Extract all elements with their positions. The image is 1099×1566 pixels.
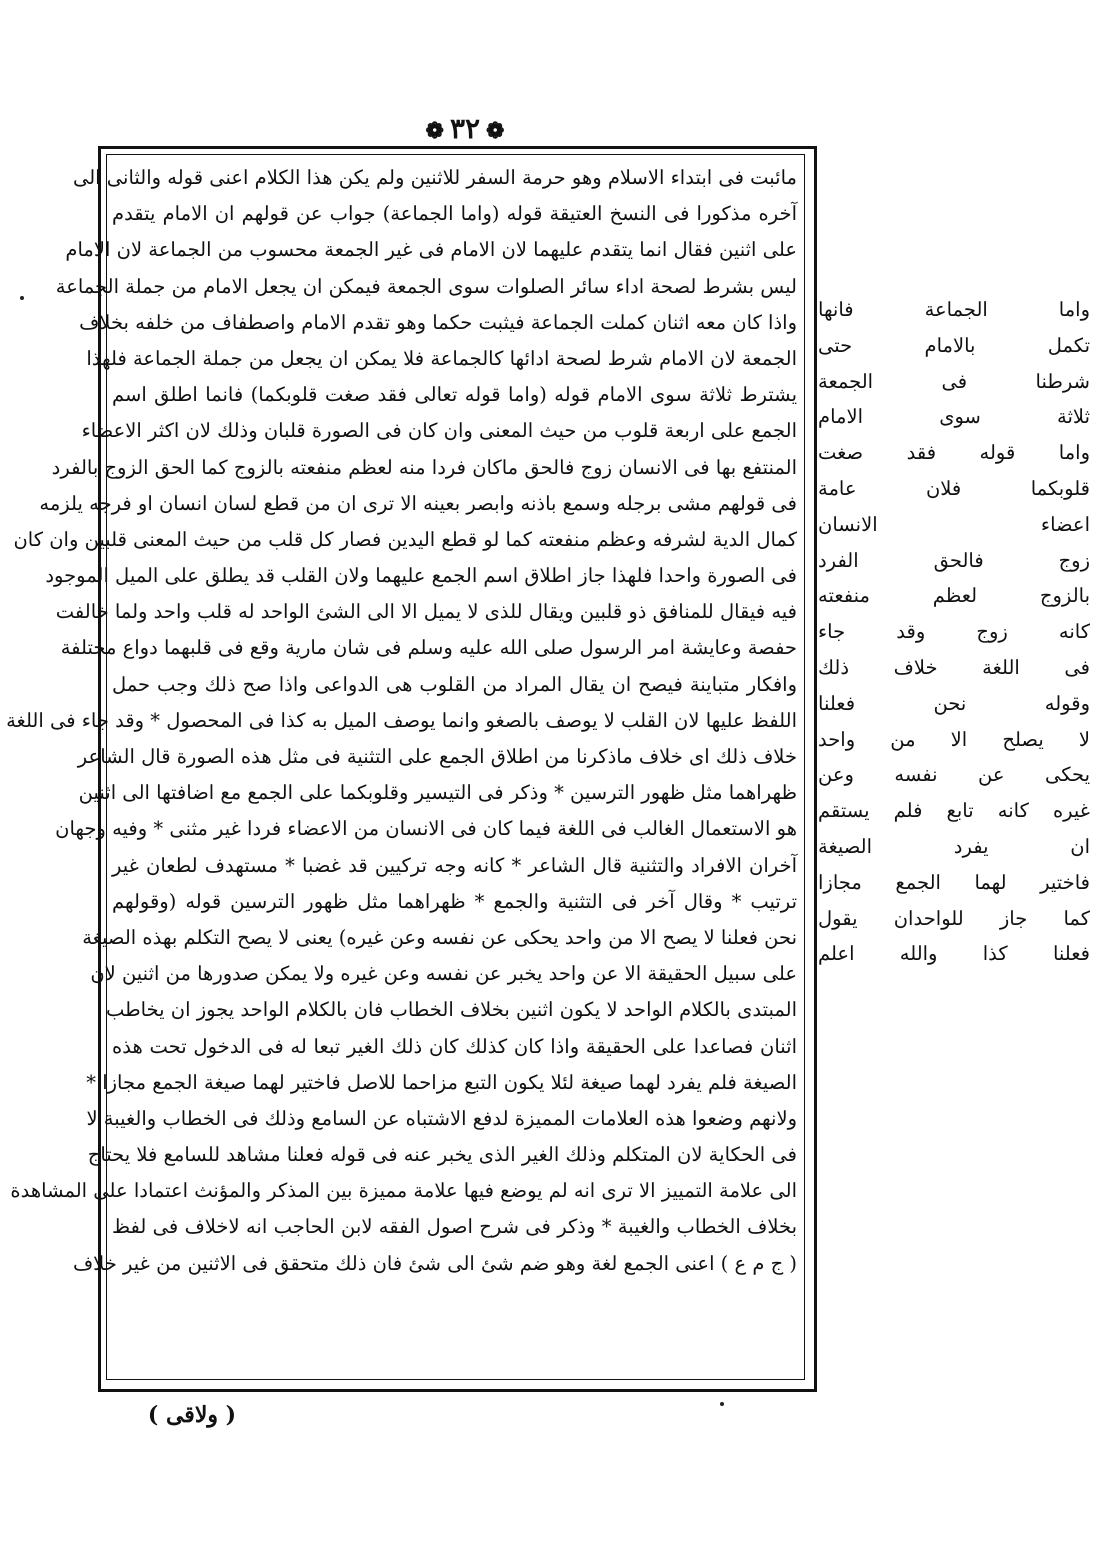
main-line: ترتيب * وقال آخر فى التثنية والجمع * ظهراهما مثل ظهور الترسين قوله (وقولهم: [112, 889, 797, 913]
main-line: الجمع على اربعة قلوب من حيث المعنى وان كان فى الصورة قلبان وذلك لان اكثر الاعضاء: [81, 419, 797, 443]
main-line: حفصة وعايشة امر الرسول صلى الله عليه وسلم فى شان مارية وقع فى قلبهما دواع مختلفة: [60, 636, 797, 660]
main-line: مائبت فى ابتداء الاسلام وهو حرمة السفر للاثنين ولم يكن هذا الكلام اعنى قوله والثانى الى: [72, 166, 797, 189]
main-text-block: [6, 160, 797, 1375]
main-line: على اثنين فقال انما يتقدم عليهما لان الامام فى غير الجمعة محسوب من الجماعة لان الامام: [65, 238, 797, 262]
main-line: آخره مذكورا فى النسخ العتيقة قوله (واما الجماعة) جواب عن قولهم ان الامام يتقدم: [112, 202, 797, 226]
main-line: وافكار متباينة فيصح ان يقال المراد من القلوب هى الدواعى واذا صح ذلك وجب حمل: [112, 672, 797, 696]
main-line: ( ج م ع ) اعنى الجمع لغة وهو ضم شئ الى شئ فان ذلك متحقق فى الاثنين من غير خلاف: [72, 1251, 797, 1275]
main-line: على سبيل الحقيقة الا عن واحد يخبر عن نفسه وعن غيره ولا يمكن صدورها من اثنين لان: [90, 962, 797, 986]
margin-line: لا يصلح الا من واحد: [818, 727, 1090, 751]
page-number: [410, 112, 520, 145]
margin-line: فعلنا كذا والله اعلم: [818, 942, 1090, 966]
main-line: المنتفع بها فى الانسان زوج فالحق ماكان فردا منه لعظم منفعته بالزوج كما الحق الزوج بالفرد: [51, 455, 797, 479]
main-line: هو الاستعمال الغالب فى اللغة فيما كان فى الانسان من الاعضاء فردا غير مثنى * وفيه وجهان: [55, 817, 797, 841]
main-line: ولانهم وضعوا هذه العلامات المميزة لدفع الاشتباه عن السامع وذلك فى الخطاب والغيبة لا: [86, 1106, 797, 1130]
main-line: فيه فيقال للمنافق ذو قلبين ويقال للذى لا يميل الا الى الشئ الواحد له قلب واحد ولما خالفت: [55, 600, 797, 624]
main-line: ظهراهما مثل ظهور الترسين * وذكر فى التيسير وقلوبكما على الجمع مع اضافتها الى اثنين: [78, 781, 797, 805]
main-line: المبتدى بالكلام الواحد لا يكون اثنين بخلاف الخطاب فان بالكلام الواحد يجوز ان يخاطب: [105, 998, 797, 1022]
margin-line: فاختير لهما الجمع مجازا: [818, 870, 1090, 894]
margin-line: اعضاء الانسان: [818, 512, 1090, 536]
main-line: [112, 1318, 797, 1354]
margin-line: بالزوج لعظم منفعته: [818, 584, 1090, 608]
main-line: الجمعة لان الامام شرط لصحة ادائها كالجماعة فلا يمكن ان يجعل من جملة الجماعة فلهذا: [86, 346, 797, 370]
main-line: بخلاف الخطاب والغيبة * وذكر فى شرح اصول الفقه لابن الحاجب انه لاخلاف فى لفظ: [112, 1215, 797, 1239]
main-line: كمال الدية لشرفه وعظم منفعته كما لو قطع اليدين فصار كل قلب من حيث المعنى قلبين وان كان: [13, 527, 797, 551]
main-line: فى قولهم مشى برجله وسمع باذنه وابصر بعينه الا ترى ان من قطع لسان انسان او فرجه يلزمه: [39, 491, 797, 515]
margin-line: شرطنا فى الجمعة: [818, 369, 1090, 393]
margin-line: تكمل بالامام حتى: [818, 333, 1090, 357]
main-line: نحن فعلنا لا يصح الا من واحد يحكى عن نفسه وعن غيره) يعنى لا يصح التكلم بهذه الصيغة: [82, 925, 797, 949]
margin-line: كانه زوج وقد جاء: [818, 620, 1090, 644]
main-line: واذا كان معه اثنان كملت الجماعة فيثبت حكما وهو تقدم الامام واصطفاف من خلفه بخلاف: [79, 310, 797, 334]
margin-line: ثلاثة سوى الامام: [818, 405, 1090, 429]
ornament-left-icon: ❁: [425, 118, 444, 144]
margin-line: وقوله نحن فعلنا: [818, 691, 1090, 715]
main-line: ليس بشرط لصحة اداء سائر الصلوات سوى الجمعة فيمكن ان يجعل الامام من جملة الجماعة: [55, 274, 797, 298]
main-line: الى علامة التمييز الا ترى انه لم يوضع فيها علامة مميزة بين المذكر والمؤنث اعتمادا على المشاهدة: [10, 1179, 797, 1203]
margin-line: غيره كانه تابع فلم يستقم: [818, 799, 1090, 823]
margin-commentary: [818, 292, 1090, 1072]
margin-line: قلوبكما فلان عامة: [818, 476, 1090, 500]
page-number-text: ٣٢: [449, 112, 481, 145]
catchword: ( ولاقى ): [147, 1402, 237, 1428]
margin-line: يحكى عن نفسه وعن: [818, 763, 1090, 787]
main-line: اثنان فصاعدا على الحقيقة واذا كان كذلك كان ذلك الغير تبعا له فى الدخول تحت هذه: [112, 1034, 797, 1058]
margin-line: زوج فالحق الفرد: [818, 548, 1090, 572]
main-line: يشترط ثلاثة سوى الامام قوله (واما قوله تعالى فقد صغت قلوبكما) فانما اطلق اسم: [112, 383, 797, 407]
main-line: فى الصورة واحدا فلهذا جاز اطلاق اسم الجمع عليهما ولان القلب قد يطلق على الميل الموجود: [45, 564, 797, 588]
main-line: الصيغة فلم يفرد لهما صيغة لئلا يكون التبع مزاحما للاصل فاختير لهما صيغة الجمع مجازا *: [86, 1070, 797, 1094]
main-line: آخران الافراد والتثنية قال الشاعر * كانه وجه تركيين قد غضبا * مستهدف لطعان غير: [112, 853, 797, 877]
margin-line: واما قوله فقد صغت: [818, 441, 1090, 465]
ink-speck: [20, 296, 24, 300]
margin-line: ان يفرد الصيغة: [818, 834, 1090, 858]
margin-line: فى اللغة خلاف ذلك: [818, 655, 1090, 679]
main-line: [112, 1282, 797, 1318]
main-line: فى الحكاية لان المتكلم وذلك الغير الذى يخبر عنه فى قوله فعلنا مشاهد للسامع فلا يحتاج: [87, 1143, 797, 1167]
ink-speck: [720, 1402, 724, 1406]
ornament-right-icon: ❁: [486, 118, 505, 144]
main-line: خلاف ذلك اى خلاف ماذكرنا من اطلاق الجمع على التثنية فى مثل هذه الصورة قال الشاعر: [77, 745, 797, 768]
margin-line: واما الجماعة فانها: [818, 298, 1090, 321]
margin-line: كما جاز للواحدان يقول: [818, 906, 1090, 930]
main-line: اللفظ عليها لان القلب لا يوصف بالصغو وانما يوصف الميل به كذا فى المحصول * وقد جاء فى اللغة: [6, 708, 797, 732]
